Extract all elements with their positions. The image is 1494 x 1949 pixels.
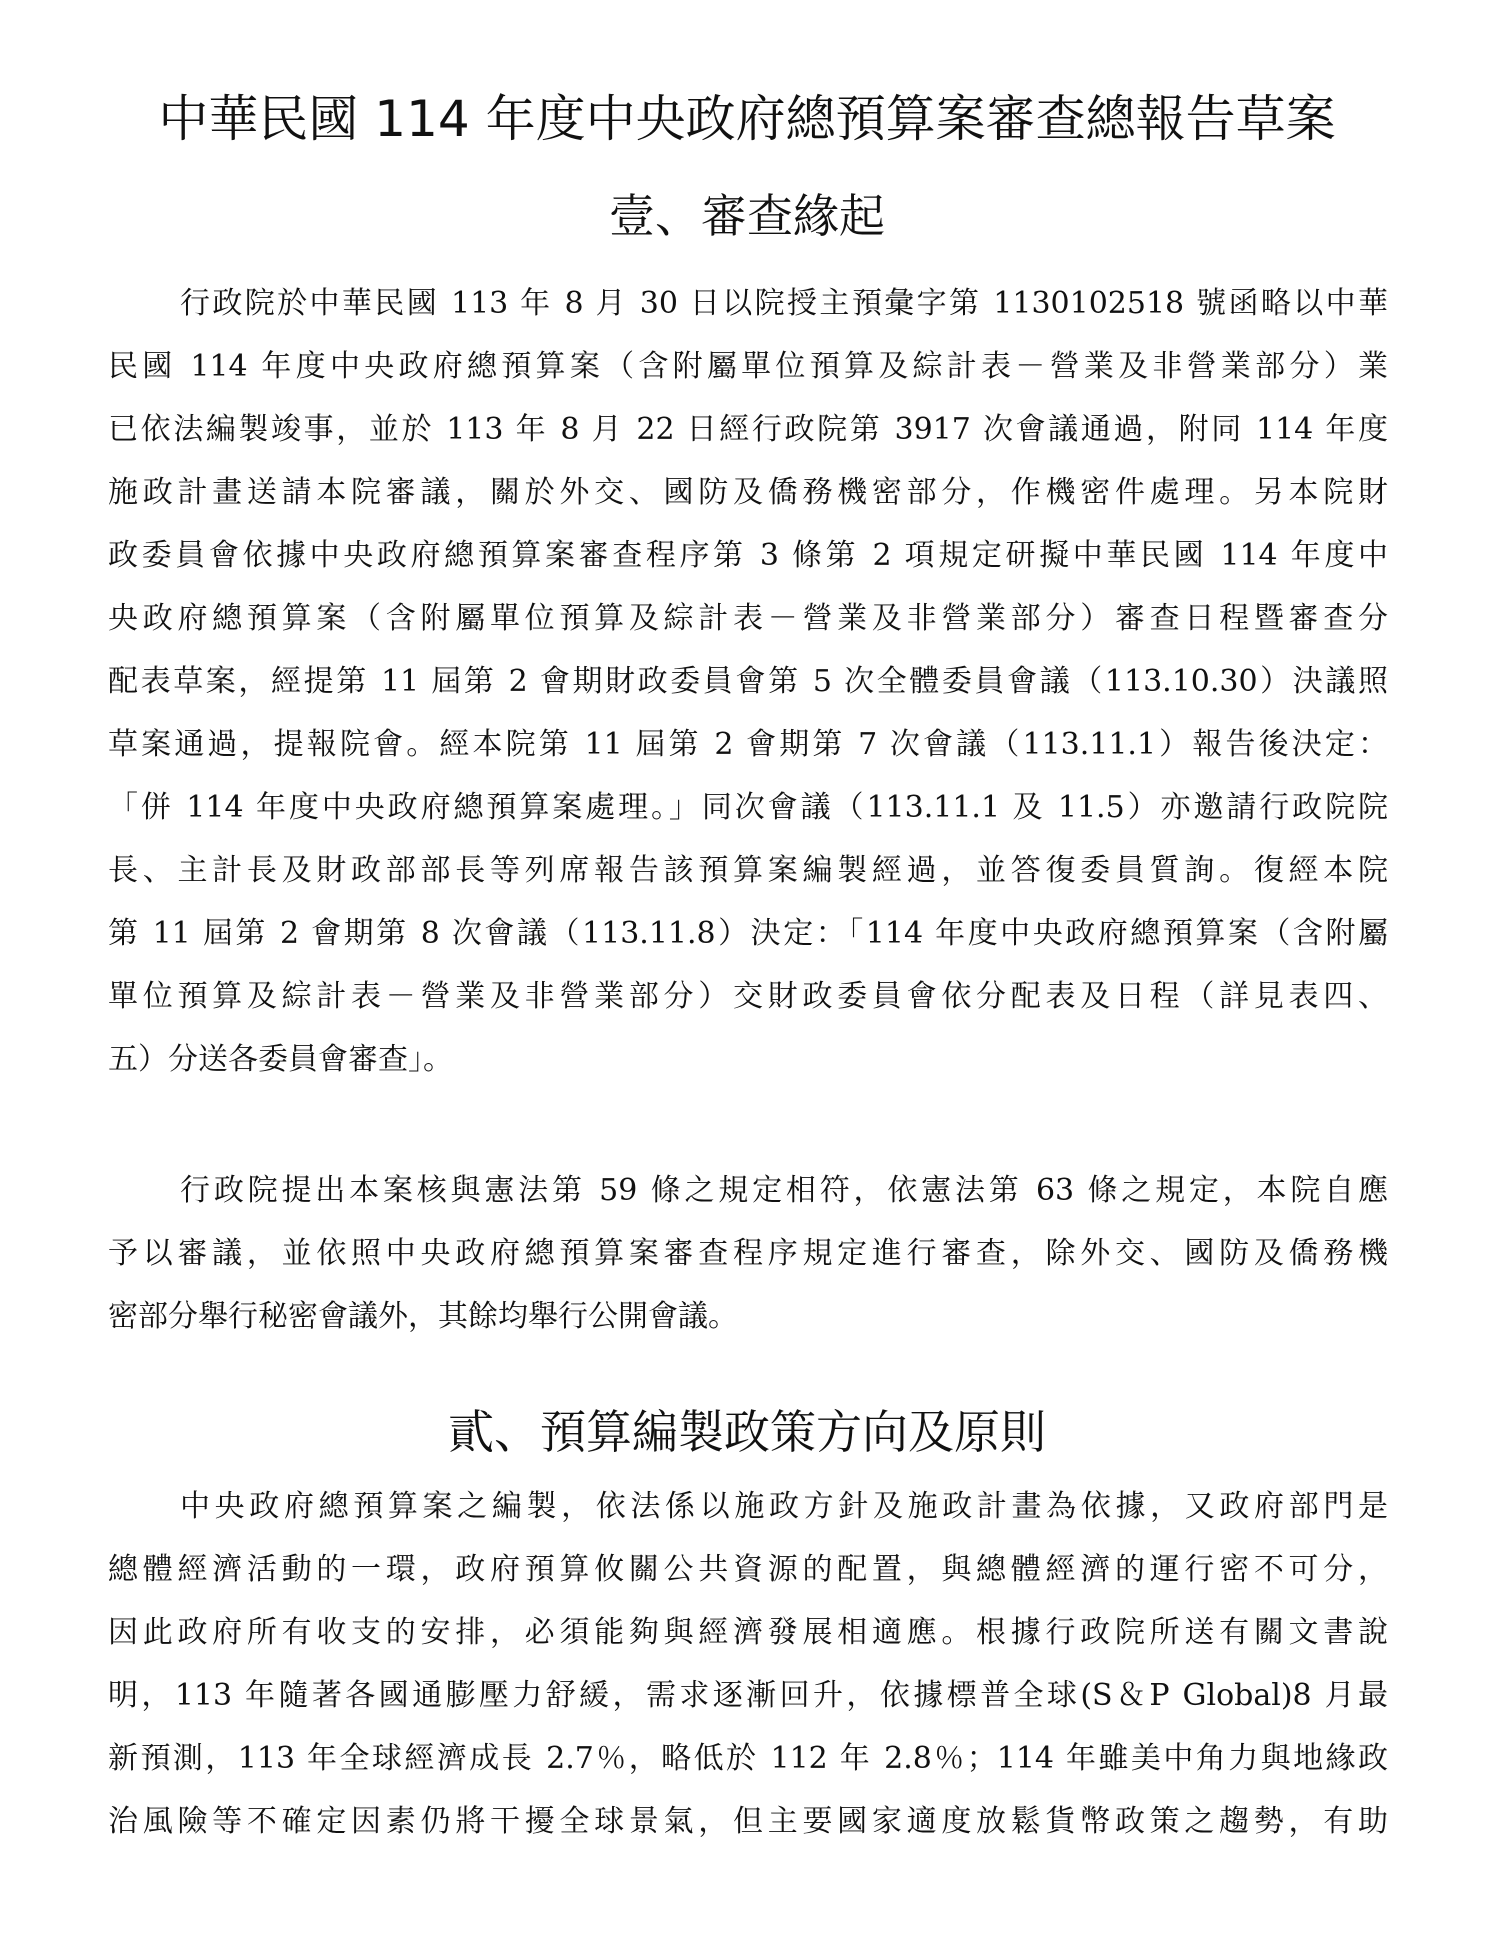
- text-line: 民國 114 年度中央政府總預算案（含附屬單位預算及綜計表－營業及非營業部分）業: [108, 349, 1388, 384]
- paragraph-budget-policy: [108, 1475, 1388, 1853]
- paragraph-constitutional-basis: [108, 1159, 1388, 1348]
- text-line: 行政院提出本案核與憲法第 59 條之規定相符，依憲法第 63 條之規定，本院自應: [180, 1173, 1388, 1208]
- text-line: 施政計畫送請本院審議，關於外交、國防及僑務機密部分，作機密件處理。另本院財: [108, 475, 1388, 510]
- text-line: 央政府總預算案（含附屬單位預算及綜計表－營業及非營業部分）審查日程暨審查分: [108, 601, 1388, 636]
- text-line: 密部分舉行秘密會議外，其餘均舉行公開會議。: [108, 1299, 738, 1334]
- text-line: 政委員會依據中央政府總預算案審查程序第 3 條第 2 項規定研擬中華民國 114 年度中: [108, 538, 1388, 573]
- text-line: 因此政府所有收支的安排，必須能夠與經濟發展相適應。根據行政院所送有關文書說: [108, 1615, 1388, 1650]
- section-heading-budget-policy: 貳、預算編製政策方向及原則: [448, 1405, 1046, 1459]
- document-title: 中華民國 114 年度中央政府總預算案審查總報告草案: [158, 90, 1336, 148]
- text-line: 單位預算及綜計表－營業及非營業部分）交財政委員會依分配表及日程（詳見表四、: [108, 979, 1388, 1014]
- text-line: 五）分送各委員會審查」。: [108, 1042, 453, 1077]
- section-heading-background: 壹、審查緣起: [609, 189, 885, 243]
- text-line: 已依法編製竣事，並於 113 年 8 月 22 日經行政院第 3917 次會議通過，附同 114 年度: [108, 412, 1388, 447]
- paragraph-review-origin: [108, 272, 1388, 1091]
- text-line: 總體經濟活動的一環，政府預算攸關公共資源的配置，與總體經濟的運行密不可分，: [108, 1552, 1388, 1587]
- text-line: 行政院於中華民國 113 年 8 月 30 日以院授主預彙字第 1130102518 號函略以中華: [180, 286, 1388, 321]
- text-line: 新預測，113 年全球經濟成長 2.7％，略低於 112 年 2.8％；114 年雖美中角力與地緣政: [108, 1741, 1388, 1776]
- text-line: 配表草案，經提第 11 屆第 2 會期財政委員會第 5 次全體委員會議（113.10.30）決議照: [108, 664, 1388, 699]
- text-line: 長、主計長及財政部部長等列席報告該預算案編製經過，並答復委員質詢。復經本院: [108, 853, 1388, 888]
- text-line: 治風險等不確定因素仍將干擾全球景氣，但主要國家適度放鬆貨幣政策之趨勢，有助: [108, 1804, 1388, 1839]
- text-line: 予以審議，並依照中央政府總預算案審查程序規定進行審查，除外交、國防及僑務機: [108, 1236, 1388, 1271]
- text-line: 明，113 年隨著各國通膨壓力舒緩，需求逐漸回升，依據標普全球(S＆P Global)8 月最: [108, 1678, 1388, 1713]
- text-line: 第 11 屆第 2 會期第 8 次會議（113.11.8）決定：「114 年度中央政府總預算案（含附屬: [108, 916, 1388, 951]
- text-line: 草案通過，提報院會。經本院第 11 屆第 2 會期第 7 次會議（113.11.1）報告後決定：: [108, 727, 1388, 762]
- text-line: 中央政府總預算案之編製，依法係以施政方針及施政計畫為依據，又政府部門是: [180, 1489, 1388, 1524]
- text-line: 「併 114 年度中央政府總預算案處理。」同次會議（113.11.1 及 11.5）亦邀請行政院院: [108, 790, 1388, 825]
